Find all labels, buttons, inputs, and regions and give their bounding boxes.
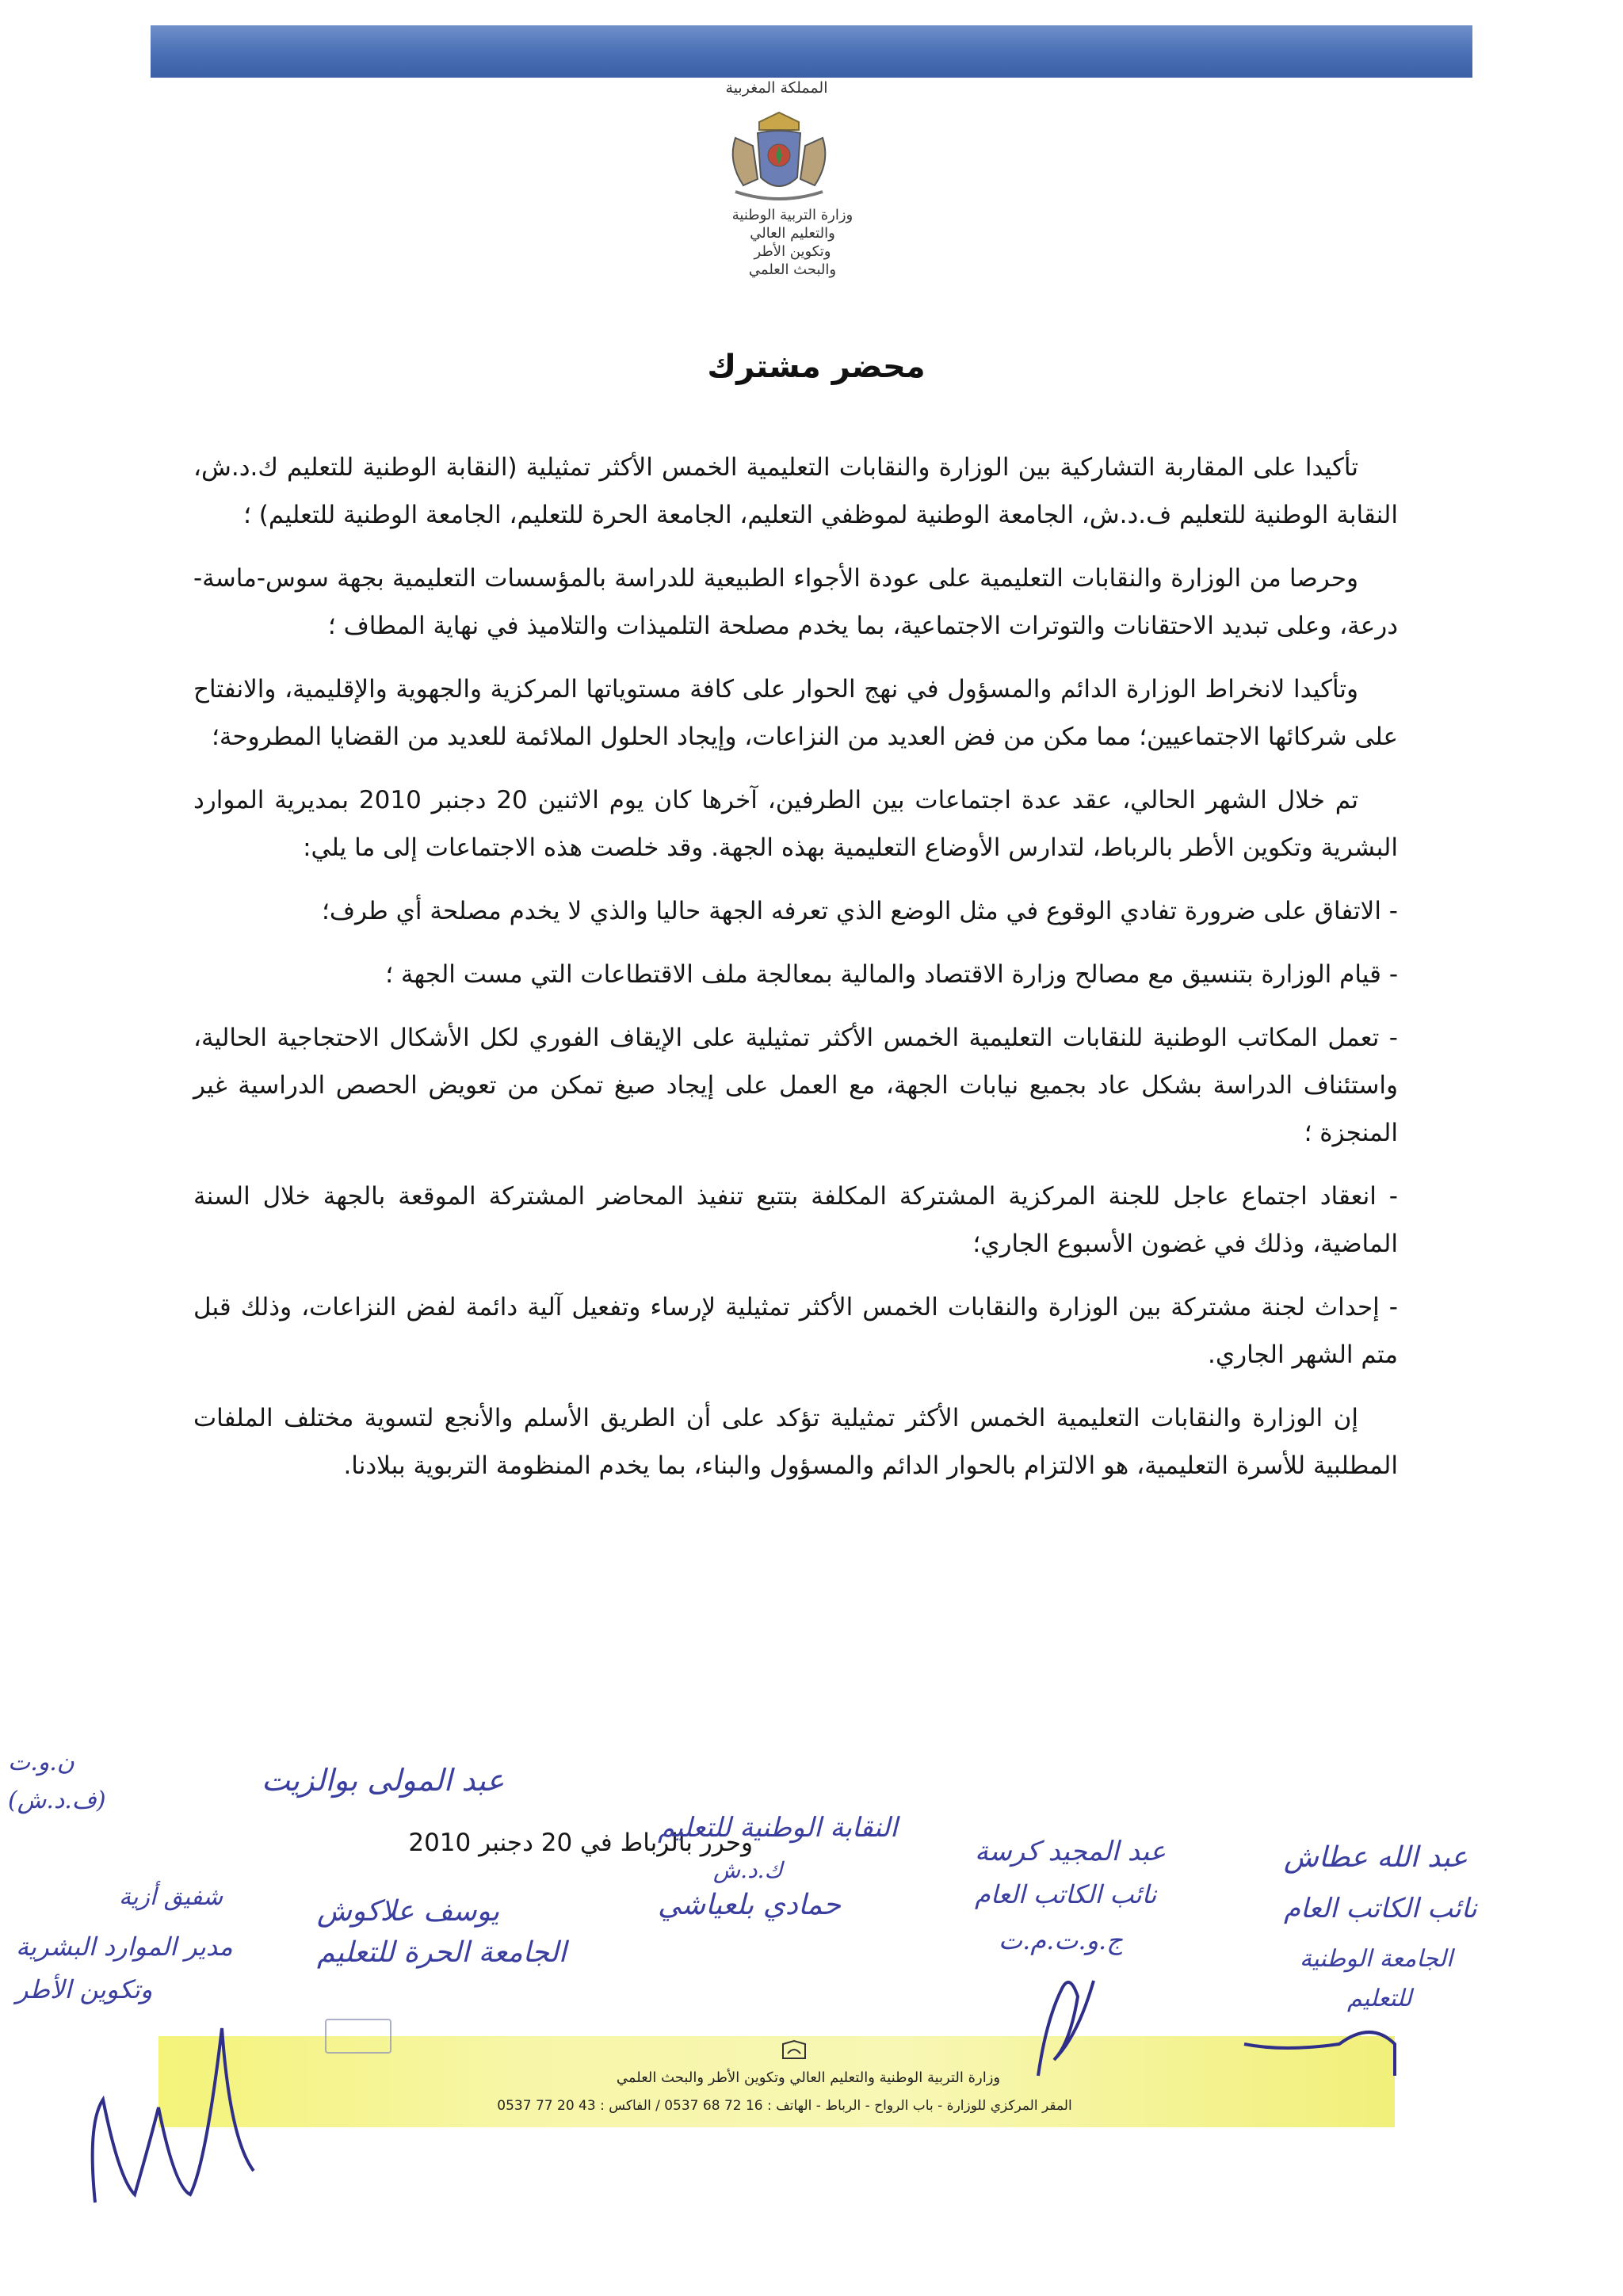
signature-1-union: ن.و.ت [8,1749,74,1776]
agreement-item: - إحداث لجنة مشتركة بين الوزارة والنقابات الخمس الأكثر تمثيلية لإرساء وتفعيل آلية دائمة لفض النزاعات، وذلك قبل متم الشهر الجاري. [193,1293,1398,1369]
signature-5-org: ج.و.ت.م.ت [999,1925,1123,1955]
paragraph: تم خلال الشهر الحالي، عقد عدة اجتماعات بين الطرفين، آخرها كان يوم الاثنين 20 دجنبر 2010 بمديرية الموارد البشرية وتكوين الأطر بالرباط، لتدارس الأوضاع التعليمية بهذه الجهة. وقد خلصت هذه الاجتماعات إلى ما يلي: [193,786,1398,862]
document-body [193,444,1398,1505]
agreement-item: - الاتفاق على ضرورة تفادي الوقوع في مثل الوضع الذي تعرفه الجهة حاليا والذي لا يخدم مصلحة أي طرف؛ [321,897,1398,925]
ministry-line: وزارة التربية الوطنية [731,207,854,223]
ministry-logo-icon [778,2039,810,2063]
signature-2-role-2: وتكوين الأطر [16,1974,153,2004]
agreement-item: - قيام الوزارة بتنسيق مع مصالح وزارة الاقتصاد والمالية بمعالجة ملف الاقتطاعات التي مست الجهة ؛ [385,960,1398,989]
paragraph: وحرصا من الوزارة والنقابات التعليمية على عودة الأجواء الطبيعية للدراسة بالمؤسسات التعليمية بجهة سوس-ماسة-درعة، وعلى تبديد الاحتقانات والتوترات الاجتماعية، بما يخدم مصلحة التلميذات والتلاميذ في نهاية المطاف ؛ [193,564,1398,640]
footer-ministry-name: وزارة التربية الوطنية والتعليم العالي وتكوين الأطر والبحث العلمي [616,2069,1001,2086]
signature-6-org-2: للتعليم [1347,1985,1412,2012]
agreement-item: - انعقاد اجتماع عاجل للجنة المركزية المشتركة المكلفة بتتبع تنفيذ المحاضر المشتركة الموقعة بالجهة خلال السنة الماضية، وذلك في غضون الأسبوع الجاري؛ [193,1182,1398,1258]
ministry-line: وتكوين الأطر [754,243,831,260]
signature-scribble-icon [1014,1965,1109,2084]
signature-2-name: شفيق أزية [119,1883,223,1911]
signature-3-org: الجامعة الحرة للتعليم [317,1936,567,1969]
ministry-line: والبحث العلمي [748,261,837,278]
signature-4-name: حمادي بلعياشي [658,1889,841,1921]
signature-scribble-icon [1236,1997,1426,2084]
signature-5-name: عبد المجيد كرسة [975,1836,1167,1867]
header-color-bar [151,25,1472,78]
footer-address-contact: المقر المركزي للوزارة - باب الرواح - الرباط - الهاتف : 16 72 68 0537 / الفاكس : 43 20 77 0537 [497,2098,1072,2114]
closing-paragraph: إن الوزارة والنقابات التعليمية الخمس الأكثر تمثيلية تؤكد على أن الطريق الأسلم والأنجع لتسوية مختلف الملفات المطلبية للأسرة التعليمية، هو الالتزام بالحوار الدائم والمسؤول والبناء، بما يخدم المنظومة التربوية ببلادنا. [193,1404,1398,1480]
stamp-icon [325,2019,391,2054]
paragraph: وتأكيدا لانخراط الوزارة الدائم والمسؤول في نهج الحوار على كافة مستوياتها المركزية والجهوية والإقليمية، والانفتاح على شركائها الاجتماعيين؛ مما مكن من فض العديد من النزاعات، وإيجاد الحلول الملائمة للعديد من القضايا المطروحة؛ [193,675,1398,751]
signature-3-name: يوسف علاكوش [317,1895,500,1928]
signature-1-name: عبد المولى بوالزيت [262,1763,505,1798]
signature-4-abbr: ك.د.ش [713,1857,783,1883]
signature-6-role: نائب الكاتب العام [1284,1893,1477,1924]
ministry-name-block [682,206,903,279]
kingdom-label: المملكة المغربية [725,79,828,97]
coat-of-arms-icon [712,106,846,209]
ministry-line: والتعليم العالي [750,225,835,242]
signature-6-org: الجامعة الوطنية [1300,1945,1453,1973]
paragraph: تأكيدا على المقاربة التشاركية بين الوزارة والنقابات التعليمية الخمس الأكثر تمثيلية (النقابة الوطنية للتعليم ك.د.ش، النقابة الوطنية للتعليم ف.د.ش، الجامعة الوطنية لموظفي التعليم، الجامعة الحرة للتعليم، الجامعة الوطنية للتعليم) ؛ [193,453,1398,529]
signature-4-org: النقابة الوطنية للتعليم [658,1812,898,1844]
signature-5-role: نائب الكاتب العام [975,1879,1157,1909]
signature-scribble-icon [71,1981,277,2218]
agreement-item: - تعمل المكاتب الوطنية للنقابات التعليمية الخمس الأكثر تمثيلية على الإيقاف الفوري لكل الأشكال الاحتجاجية الحالية، واستئناف الدراسة بشكل عاد بجميع نيابات الجهة، مع العمل على إيجاد صيغ تمكن من تعويض الحصص الدراسية غير المنجزة ؛ [193,1024,1398,1147]
date-place-line: وحرر بالرباط في 20 دجنبر 2010 [408,1829,753,1857]
signature-6-name: عبد الله عطاش [1284,1841,1468,1874]
signature-2-role: مدير الموارد البشرية [16,1932,233,1962]
document-title: محضر مشترك [707,349,926,385]
signature-1-union-abbr: (ف.د.ش) [8,1787,106,1814]
